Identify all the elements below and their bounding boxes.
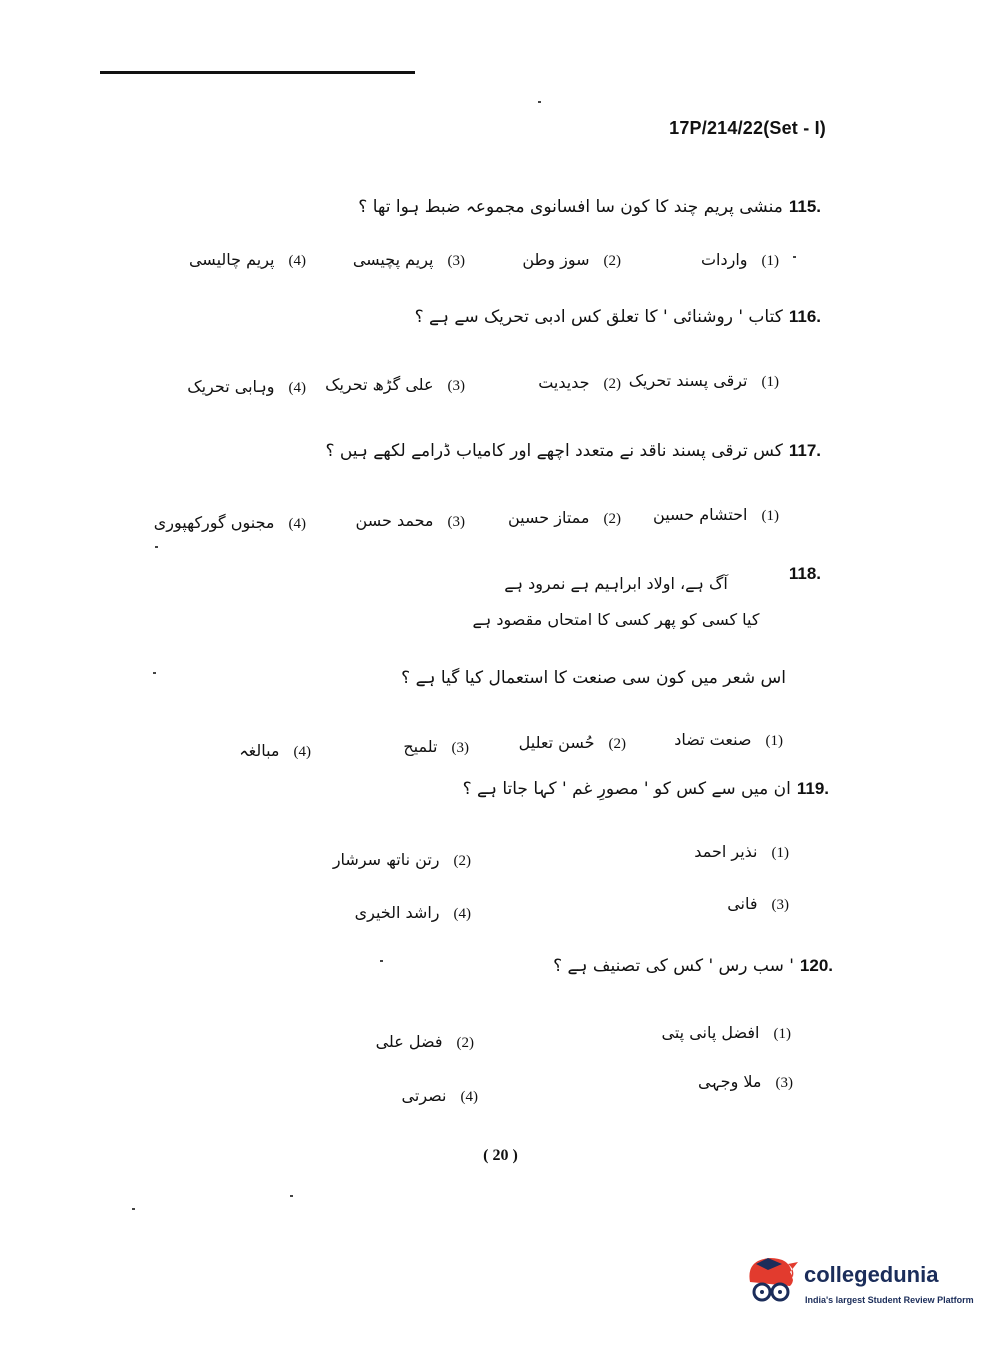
option-text: سوز وطن bbox=[522, 250, 590, 269]
scan-speck bbox=[538, 101, 541, 103]
option-number: (2) bbox=[456, 1035, 474, 1051]
option-number: (4) bbox=[460, 1089, 478, 1105]
brand-name: collegedunia bbox=[804, 1262, 939, 1287]
option-text: پریم چالیسی bbox=[188, 250, 275, 269]
question-number: 120. bbox=[799, 956, 833, 975]
option-119-4 bbox=[355, 903, 471, 923]
option-text: فانی bbox=[727, 894, 758, 913]
option-115-3 bbox=[353, 250, 465, 270]
option-119-3 bbox=[727, 894, 789, 914]
brand-tagline: India's largest Student Review Platform bbox=[805, 1295, 974, 1305]
option-117-1 bbox=[653, 505, 779, 525]
option-number: (4) bbox=[288, 516, 306, 532]
option-116-2 bbox=[538, 373, 621, 393]
option-number: (3) bbox=[447, 253, 465, 269]
option-119-1 bbox=[694, 842, 789, 862]
option-text: مجنوں گورکھپوری bbox=[153, 513, 275, 532]
option-text: واردات bbox=[700, 250, 748, 269]
option-text: نذیر احمد bbox=[694, 842, 758, 861]
option-number: (4) bbox=[288, 380, 306, 396]
question-number: 117. bbox=[788, 441, 821, 460]
option-text: راشد الخیری bbox=[354, 903, 440, 922]
question-116 bbox=[415, 306, 821, 327]
question-number: 118. bbox=[788, 564, 821, 583]
option-number: (1) bbox=[773, 1026, 791, 1042]
option-number: (3) bbox=[447, 378, 465, 394]
mascot-icon bbox=[742, 1252, 802, 1314]
question-text: اس شعر میں کون سی صنعت کا استعمال کیا گیا ہے ؟ bbox=[401, 668, 786, 688]
question-number: 116. bbox=[788, 307, 821, 326]
option-120-2 bbox=[376, 1032, 474, 1052]
question-117 bbox=[325, 440, 821, 461]
option-number: (1) bbox=[761, 374, 779, 390]
question-text: کتاب ' روشنائی ' کا تعلق کس ادبی تحریک سے ہے ؟ bbox=[414, 307, 783, 327]
option-number: (2) bbox=[608, 736, 626, 752]
option-text: نصرتی bbox=[401, 1086, 447, 1105]
option-number: (2) bbox=[603, 253, 621, 269]
option-text: علی گڑھ تحریک bbox=[325, 375, 434, 394]
option-118-2 bbox=[519, 733, 626, 753]
option-number: (2) bbox=[603, 376, 621, 392]
option-text: جدیدیت bbox=[538, 373, 590, 392]
option-text: صنعت تضاد bbox=[674, 730, 752, 749]
option-text: ترقی پسند تحریک bbox=[628, 371, 748, 390]
question-text: کس ترقی پسند ناقد نے متعدد اچھے اور کامیاب ڈرامے لکھے ہیں ؟ bbox=[325, 441, 783, 461]
question-number: 115. bbox=[788, 197, 821, 216]
question-text: ان میں سے کس کو ' مصورِ غم ' کہا جاتا ہے ؟ bbox=[462, 779, 791, 799]
option-number: (3) bbox=[451, 740, 469, 756]
option-120-4 bbox=[402, 1086, 478, 1106]
verse bbox=[466, 566, 766, 638]
option-text: فضل علی bbox=[375, 1032, 443, 1051]
option-text: افضل پانی پتی bbox=[661, 1023, 760, 1042]
scan-speck bbox=[153, 672, 156, 674]
option-118-3 bbox=[403, 737, 469, 757]
option-116-3 bbox=[325, 375, 465, 395]
option-116-1 bbox=[629, 371, 779, 391]
paper-code: 17P/214/22(Set - I) bbox=[669, 118, 826, 138]
option-text: محمد حسن bbox=[355, 511, 434, 530]
option-text: مبالغہ bbox=[239, 741, 280, 760]
verse-line-2: کیا کسی کو پھر کسی کا امتحاں مقصود ہے bbox=[472, 610, 760, 629]
option-number: (3) bbox=[447, 514, 465, 530]
question-120 bbox=[553, 955, 833, 976]
option-number: (2) bbox=[603, 511, 621, 527]
option-text: پریم پچیسی bbox=[352, 250, 434, 269]
page-number: ( 20 ) bbox=[483, 1147, 518, 1164]
option-120-3 bbox=[698, 1072, 793, 1092]
scan-speck bbox=[132, 1208, 135, 1210]
top-rule bbox=[100, 71, 415, 74]
option-117-3 bbox=[356, 511, 465, 531]
option-115-4 bbox=[189, 250, 306, 270]
question-text: ' سب رس ' کس کی تصنیف ہے ؟ bbox=[553, 956, 794, 976]
option-118-4 bbox=[239, 741, 311, 761]
option-117-4 bbox=[154, 513, 306, 533]
option-text: حُسن تعلیل bbox=[518, 733, 595, 752]
option-115-1 bbox=[701, 250, 779, 270]
option-119-2 bbox=[333, 850, 471, 870]
option-number: (1) bbox=[765, 733, 783, 749]
option-number: (3) bbox=[771, 897, 789, 913]
question-119 bbox=[463, 778, 829, 799]
option-118-1 bbox=[674, 730, 783, 750]
option-text: ملا وجہی bbox=[697, 1072, 762, 1091]
option-text: رتن ناتھ سرشار bbox=[332, 850, 440, 869]
option-text: تلمیح bbox=[403, 737, 438, 756]
question-115 bbox=[358, 196, 821, 217]
option-number: (1) bbox=[761, 253, 779, 269]
option-number: (1) bbox=[771, 845, 789, 861]
option-number: (1) bbox=[761, 508, 779, 524]
option-number: (4) bbox=[288, 253, 306, 269]
question-text: منشی پریم چند کا کون سا افسانوی مجموعہ ضبط ہوا تھا ؟ bbox=[358, 197, 783, 217]
option-number: (3) bbox=[775, 1075, 793, 1091]
scan-speck bbox=[155, 546, 158, 548]
question-118 bbox=[789, 564, 821, 584]
option-115-2 bbox=[522, 250, 621, 270]
scan-speck bbox=[290, 1195, 293, 1197]
option-text: وہابی تحریک bbox=[187, 377, 275, 396]
option-120-1 bbox=[662, 1023, 792, 1043]
option-117-2 bbox=[508, 508, 621, 528]
option-116-4 bbox=[187, 377, 306, 397]
scan-speck bbox=[793, 256, 796, 258]
scan-speck bbox=[380, 960, 383, 962]
option-text: احتشام حسین bbox=[653, 505, 748, 524]
verse-line-1: آگ ہے، اولاد ابراہیم ہے نمرود ہے bbox=[504, 574, 728, 593]
option-number: (2) bbox=[453, 853, 471, 869]
option-number: (4) bbox=[293, 744, 311, 760]
option-number: (4) bbox=[453, 906, 471, 922]
option-text: ممتاز حسین bbox=[507, 508, 590, 527]
question-number: 119. bbox=[796, 779, 829, 798]
collegedunia-watermark bbox=[742, 1252, 972, 1317]
